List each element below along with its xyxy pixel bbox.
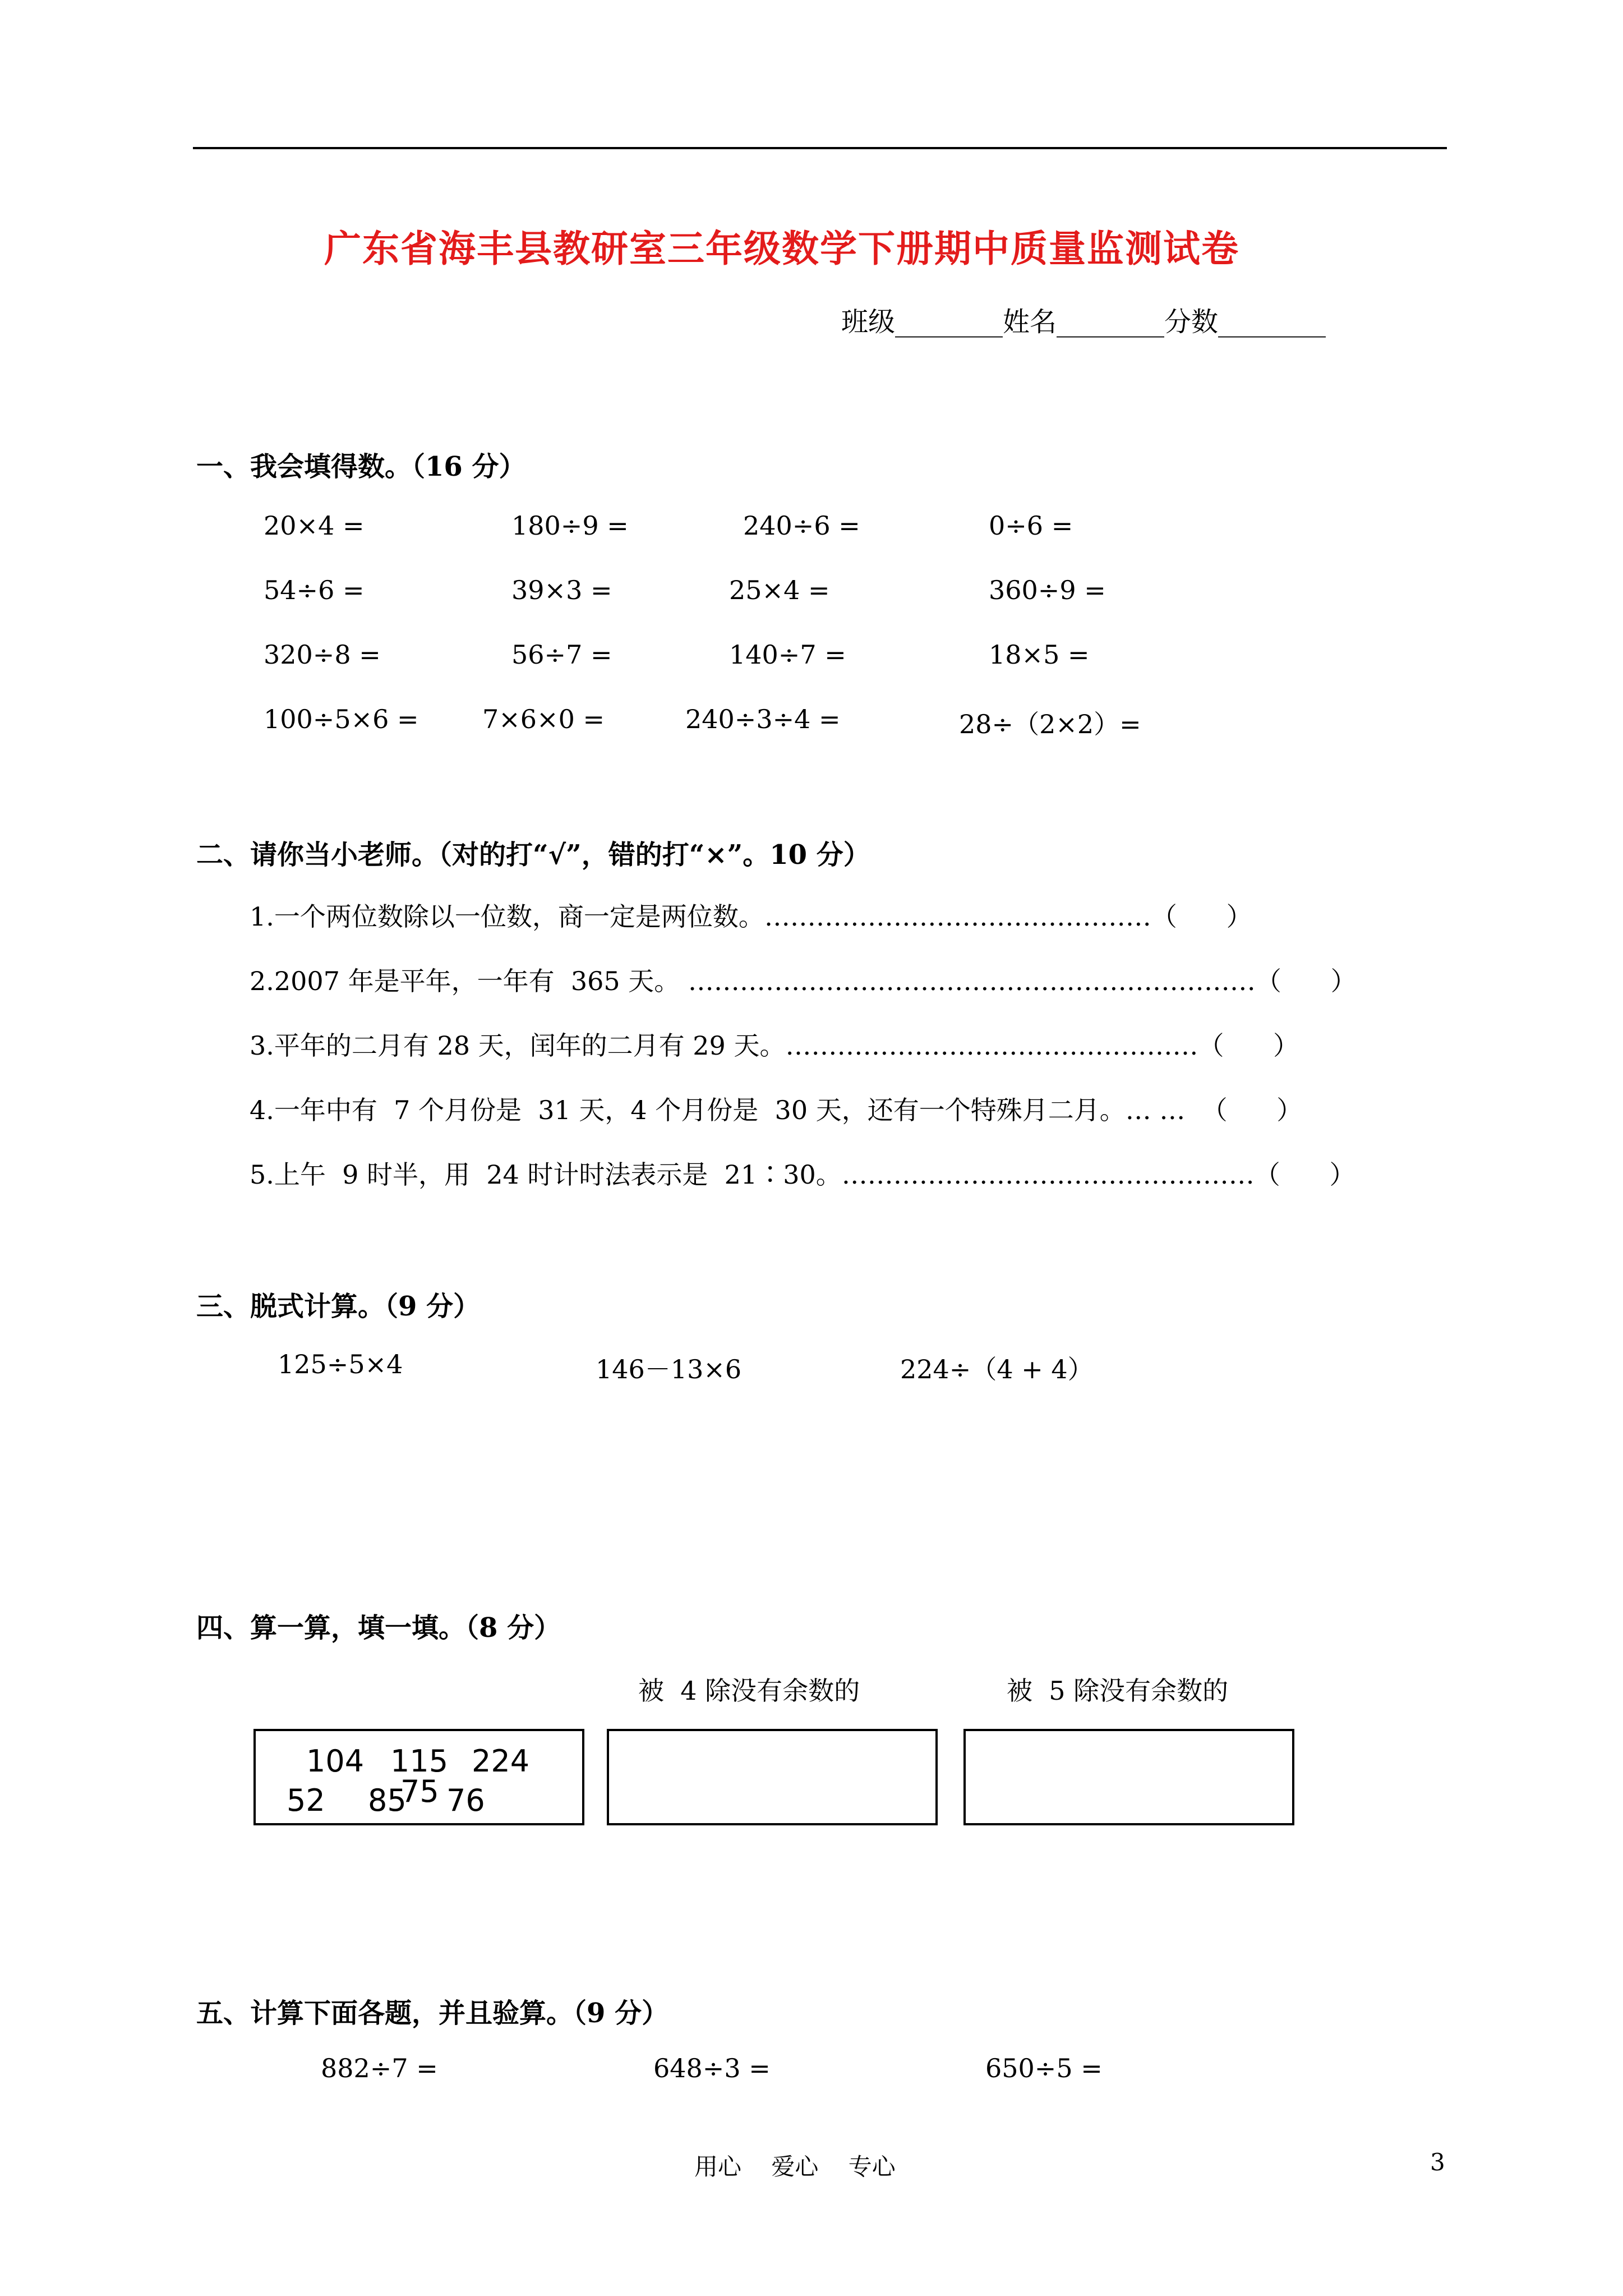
student-info-line: 班级________姓名________分数________: [841, 306, 1326, 338]
list-item: 3.平年的二月有 28 天，闰年的二月有 29 天。…………………………………………（ ）: [250, 1030, 1299, 1061]
number: 76: [446, 1783, 485, 1818]
number: 85: [368, 1783, 407, 1818]
number: 104: [306, 1743, 365, 1779]
expression: 882÷7 =: [321, 2053, 438, 2083]
div5-answer-box[interactable]: [963, 1729, 1294, 1825]
expression: 650÷5 =: [985, 2053, 1103, 2083]
div4-answer-box[interactable]: [607, 1729, 938, 1825]
number: 115: [390, 1743, 449, 1779]
number: 75: [400, 1774, 439, 1809]
equation: 20×4 =: [264, 510, 365, 541]
equation: 7×6×0 =: [482, 704, 605, 734]
div4-label: 被 4 除没有余数的: [638, 1676, 860, 1706]
expression: 648÷3 =: [653, 2053, 771, 2083]
section3-heading: 三、脱式计算。（9 分）: [196, 1291, 481, 1322]
expression: 224÷（4 + 4）: [900, 1354, 1094, 1384]
equation: 54÷6 =: [264, 575, 365, 605]
section1-heading: 一、我会填得数。（16 分）: [196, 451, 526, 482]
footer-motto: 用心 爱心 专心: [694, 2153, 896, 2180]
equation: 320÷8 =: [264, 639, 381, 670]
expression: 125÷5×4: [278, 1349, 403, 1379]
div5-label: 被 5 除没有余数的: [1007, 1676, 1229, 1706]
equation: 28÷（2×2）=: [959, 709, 1141, 739]
equation: 18×5 =: [989, 639, 1090, 670]
page-number: 3: [1430, 2148, 1445, 2176]
equation: 360÷9 =: [989, 575, 1106, 605]
equation: 56÷7 =: [511, 639, 612, 670]
equation: 39×3 =: [511, 575, 612, 605]
page-title: 广东省海丰县教研室三年级数学下册期中质量监测试卷: [324, 227, 1239, 270]
number-box: [253, 1729, 584, 1825]
list-item: 2.2007 年是平年，一年有 365 天。 …………………………………………………………（ ）: [250, 966, 1357, 996]
section4-heading: 四、算一算，填一填。（8 分）: [196, 1612, 561, 1644]
number: 224: [472, 1743, 530, 1779]
equation: 100÷5×6 =: [264, 704, 419, 734]
list-item: 5.上午 9 时半，用 24 时计时法表示是 21∶30。…………………………………………（ ）: [250, 1159, 1355, 1190]
number: 52: [287, 1783, 325, 1818]
list-item: 1.一个两位数除以一位数，商一定是两位数。………………………………………（ ）: [250, 901, 1252, 932]
header-rule: [193, 147, 1447, 149]
equation: 180÷9 =: [511, 510, 629, 541]
section5-heading: 五、计算下面各题，并且验算。（9 分）: [196, 1998, 669, 2029]
equation: 0÷6 =: [989, 510, 1073, 541]
list-item: 4.一年中有 7 个月份是 31 天，4 个月份是 30 天，还有一个特殊月二月。… … （ ）: [250, 1095, 1303, 1125]
equation: 240÷3÷4 =: [685, 704, 841, 734]
equation: 140÷7 =: [729, 639, 846, 670]
equation: 25×4 =: [729, 575, 830, 605]
expression: 146－13×6: [596, 1354, 742, 1384]
section2-heading: 二、请你当小老师。（对的打“√”，错的打“×”。10 分）: [196, 839, 870, 871]
equation: 240÷6 =: [743, 510, 860, 541]
